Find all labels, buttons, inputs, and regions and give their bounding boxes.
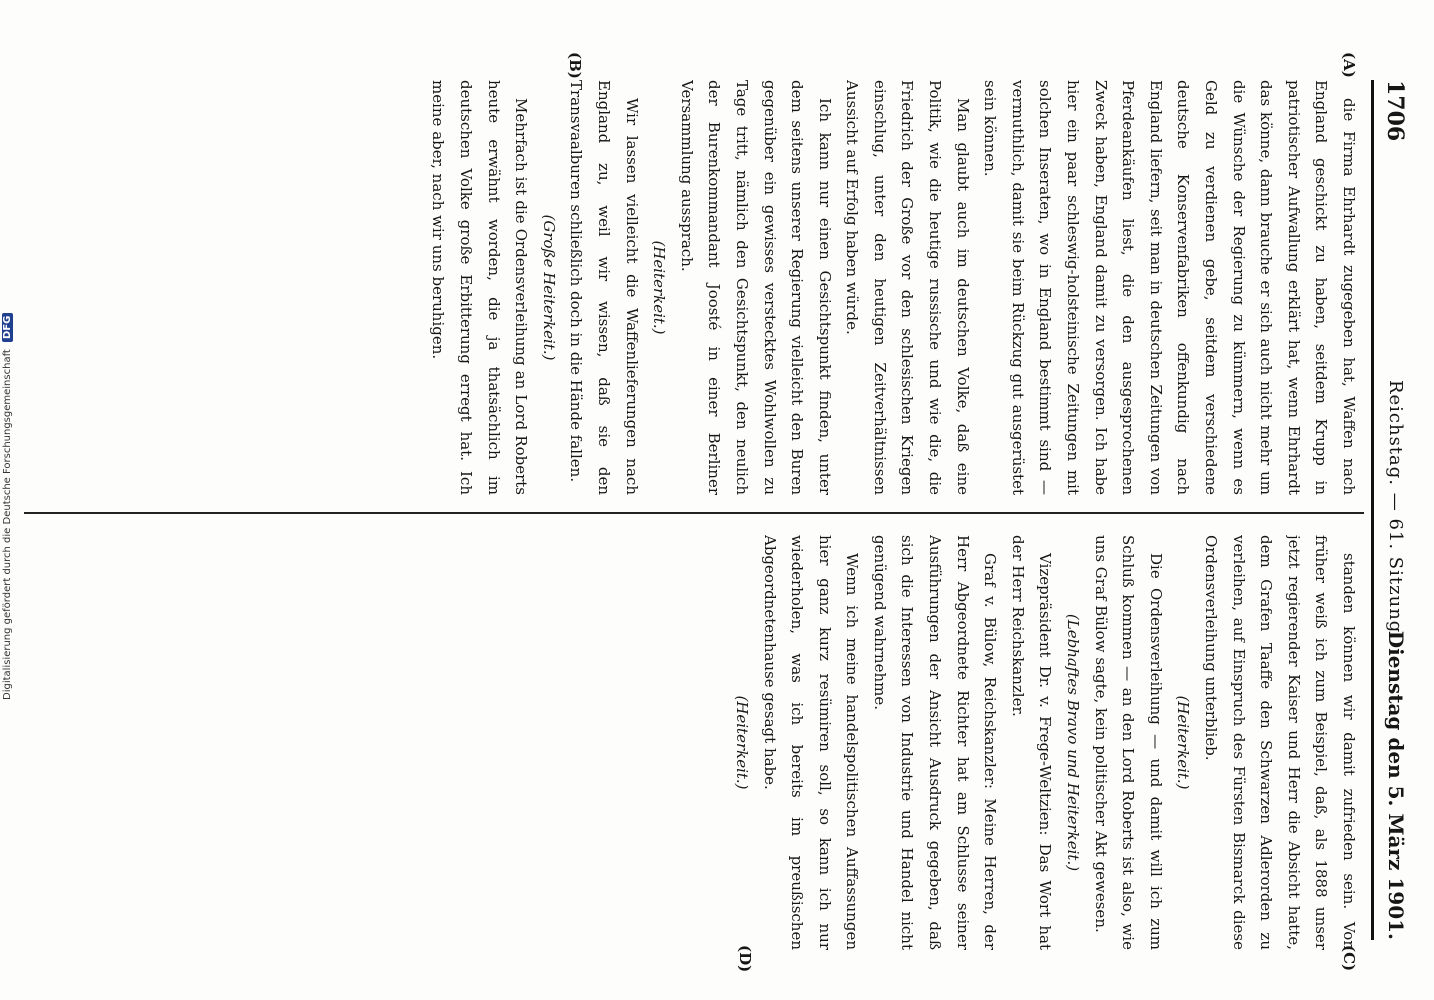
left-column: [32, 80, 1362, 495]
paragraph: Wir lassen vielleicht die Waffenlieferungen nach England zu, weil wir wissen, daß sie den Transvaalburen schließlich doch in die Hände fallen.: [567, 80, 641, 495]
column-divider: [24, 512, 1364, 514]
stage-direction: (Heiterkeit.): [732, 695, 751, 790]
page-header: [1371, 80, 1414, 940]
paragraph: Ich kann nur einen Gesichtspunkt finden, unter dem seitens unserer Regierung vielleicht den Buren gegenüber ein gewisses verstecktes Wohlwollen zu Tage tritt, nämlich den Gesichtspunkt, den neulich der Burenkommandant Joosté in einer Berliner Versammlung aussprach.: [677, 80, 834, 495]
stage-direction: (Heiterkeit.): [1174, 695, 1193, 790]
paragraph: Wenn ich meine handelspolitischen Auffassungen hier ganz kurz resümiren soll, so kann ich nur wiederholen, was ich bereits im preußischen Abgeordnetenhause gesagt habe.: [760, 535, 862, 950]
paragraph: Vizepräsident Dr. v. Frege-Weltzien: Das Wort hat der Herr Reichskanzler.: [1008, 535, 1055, 950]
margin-marker-d: (D): [736, 945, 754, 973]
stage-direction: (Lebhaftes Bravo und Heiterkeit.): [1064, 613, 1083, 872]
dfg-logo: DFG: [2, 313, 13, 342]
stage-direction: (Große Heiterkeit.): [539, 214, 558, 361]
page-number: 1706: [1382, 80, 1408, 142]
paragraph: Die Ordensverleihung — und damit will ich zum Schluß kommen — an den Lord Roberts ist also, wie uns Graf Bülow sagte, kein politischer Akt gewesen.: [1091, 535, 1165, 950]
paragraph: Man glaubt auch im deutschen Volke, daß eine Politik, wie die heutige russische und wie die, die Friedrich der Große vor den schlesischen Kriegen einschlug, unter den heutigen Zeitverhältnissen Aussicht auf Erfolg haben würde.: [843, 80, 972, 495]
paragraph: Mehrfach ist die Ordensverleihung an Lord Roberts heute erwähnt worden, die ja thatsächlich im deutschen Volke große Erbitterung erregt hat. Ich meine aber, nach wir uns beruhigen.: [429, 80, 531, 495]
paragraph: die Firma Ehrhardt zugegeben hat, Waffen nach England geschickt zu haben, seitdem Krupp in patriotischer Aufwallung erklärt hat, wenn Ehrhardt das könne, dann brauche er sich auch nicht mehr um die Wünsche der Regierung zu kümmern, wenn es Geld zu verdienen gebe, seitdem verschiedene deutsche Konservenfabriken offenkundig nach England liefern, seit man in deutschen Zeitungen von Pferdeankäufen liest, die den ausgesprochenen Zweck haben, England damit zu versorgen. Ich habe hier ein paar schleswig-holsteinische Zeitungen mit solchen Inseraten, wo in England bestimmt sind — vermuthlich, damit sie beim Rückzug gut ausgerüstet sein können.: [981, 80, 1358, 495]
margin-marker-c: (C): [1340, 945, 1358, 972]
credit-text: Digitalisierung gefördert durch die Deutsche Forschungsgemeinschaft: [2, 349, 13, 700]
paragraph: standen können wir damit zufrieden sein. Von früher weiß ich zum Beispiel, daß, als 1888 unser jetzt regierender Kaiser und Herr die Absicht hatte, dem Grafen Taaffe den Schwarzen Adlerorden zu verleihen, auf Einspruch des Fürsten Bismarck diese Ordensverleihung unterblieb.: [1202, 535, 1358, 950]
right-column: [32, 535, 1362, 950]
page-title: Reichstag. — 61. Sitzung.: [1385, 379, 1406, 641]
margin-marker-a: (A): [1340, 52, 1358, 78]
session-date: Dienstag den 5. März 1901.: [1384, 630, 1408, 940]
paragraph: Graf v. Bülow, Reichskanzler: Meine Herren, der Herr Abgeordnete Richter hat am Schlusse seiner Ausführungen der Ansicht Ausdruck gegeben, daß sich die Interessen von Industrie und Handel nicht genügend wahrnehme.: [870, 535, 1000, 950]
digitization-credit: [2, 315, 13, 700]
margin-marker-b: (B): [566, 52, 584, 79]
stage-direction: (Heiterkeit.): [650, 240, 669, 335]
